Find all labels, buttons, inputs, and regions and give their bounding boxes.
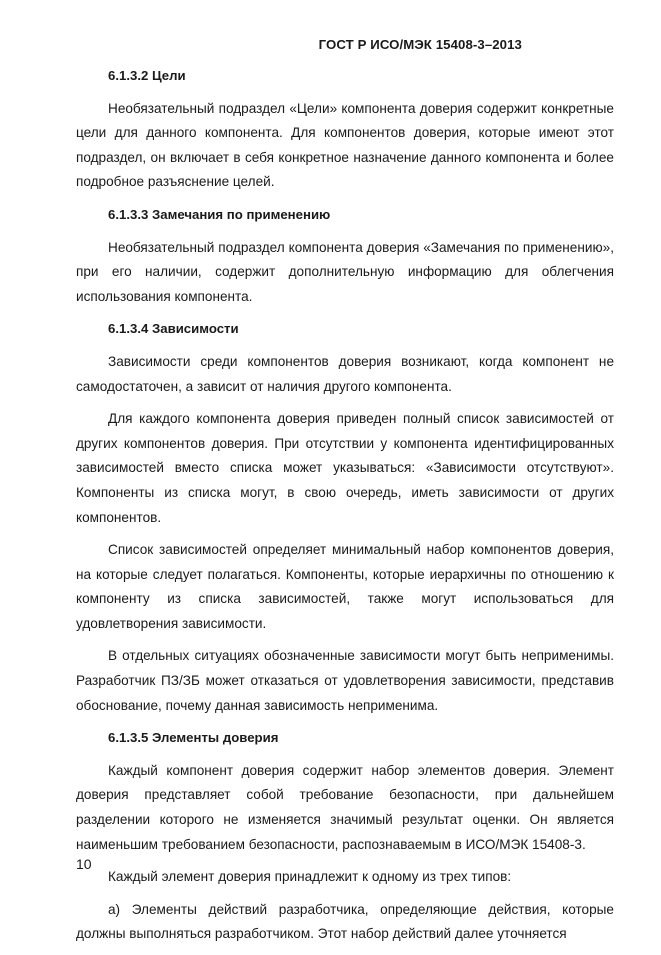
paragraph: Необязательный подраздел компонента доверия «Замечания по применению», при его наличии, содержит дополнительную информацию для облегчения использования компонента. (76, 239, 614, 304)
paragraph: Каждый компонент доверия содержит набор элементов доверия. Элемент доверия представляет собой требование безопасности, при дальнейшем разделении которого не изменяется значимый результат оценки. Он является наименьшим требованием безопасности, распознаваемым в ИСО/МЭК 15408-3. (76, 762, 614, 852)
paragraph: а) Элементы действий разработчика, определяющие действия, которые должны выполняться разработчиком. Этот набор действий далее уточняется (76, 901, 614, 942)
section-heading: 6.1.3.3 Замечания по применению (108, 206, 331, 222)
document-body (76, 64, 614, 955)
paragraph: Зависимости среди компонентов доверия возникают, когда компонент не самодостаточен, а зависит от наличия другого компонента. (76, 353, 614, 394)
standard-header: ГОСТ Р ИСО/МЭК 15408-3–2013 (318, 37, 522, 52)
paragraph: Для каждого компонента доверия приведен полный список зависимостей от других компонентов доверия. При отсутствии у компонента идентифицированных зависимостей вместо списка может указываться: «Зависимости отсутствуют». Компоненты из списка могут, в свою очередь, иметь зависимости от других компонентов. (76, 411, 614, 525)
paragraph: В отдельных ситуациях обозначенные зависимости могут быть неприменимы. Разработчик ПЗ/ЗБ может отказаться от удовлетворения зависимости, представив обоснование, почему данная зависимость неприменима. (76, 648, 614, 713)
section-dependencies (76, 317, 614, 718)
section-assurance-elements (76, 726, 614, 947)
section-heading: 6.1.3.5 Элементы доверия (108, 730, 279, 746)
paragraph: Каждый элемент доверия принадлежит к одному из трех типов: (108, 869, 512, 885)
paragraph: Необязательный подраздел «Цели» компонента доверия содержит конкретные цели для данного компонента. Для компонентов доверия, которые имеют этот подраздел, он включает в себя конкретное назначение данного компонента и более подробное разъяснение целей. (76, 100, 614, 190)
section-heading: 6.1.3.4 Зависимости (108, 321, 239, 337)
page-number: 10 (76, 856, 92, 872)
paragraph: Список зависимостей определяет минимальный набор компонентов доверия, на которые следует полагаться. Компоненты, которые иерархичны по отношению к компоненту из списка зависимостей, также могут использоваться для удовлетворения зависимости. (76, 542, 614, 631)
section-heading: 6.1.3.2 Цели (108, 68, 186, 83)
section-application-notes (76, 203, 614, 309)
section-goals (76, 64, 614, 195)
